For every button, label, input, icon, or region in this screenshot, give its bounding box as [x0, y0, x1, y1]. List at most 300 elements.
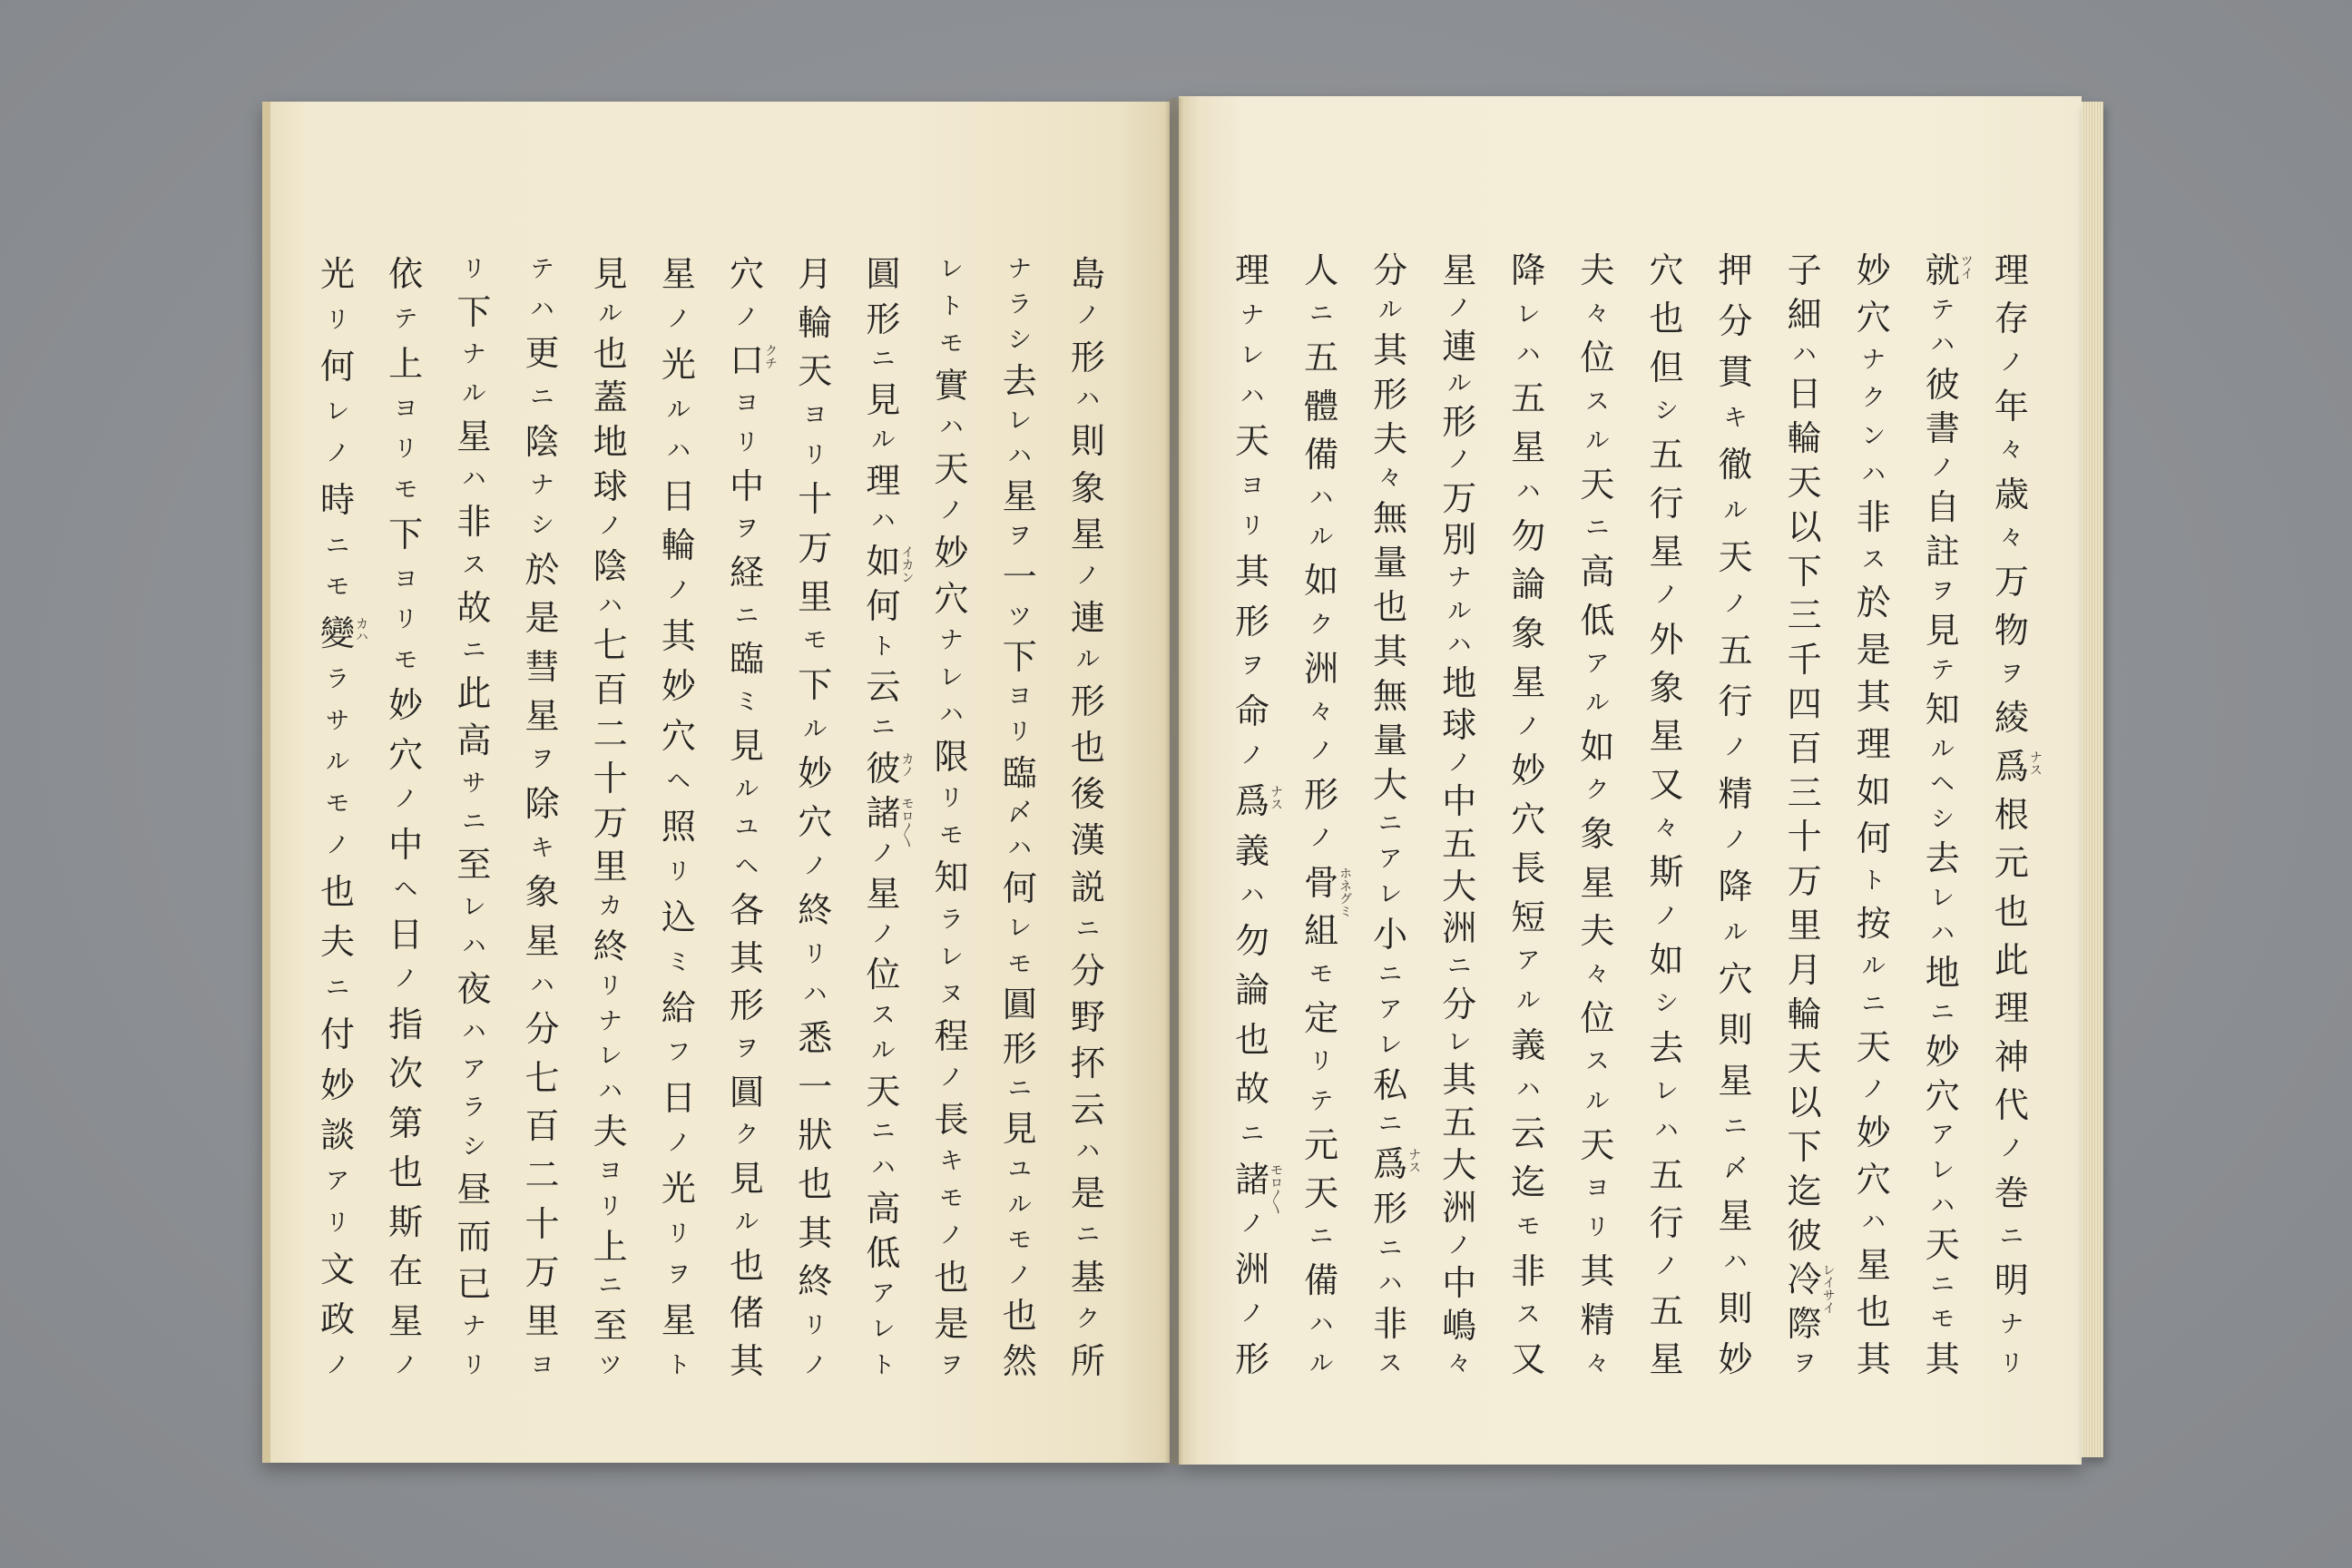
glyph: ハ — [1240, 382, 1264, 410]
glyph: 星 — [1070, 514, 1105, 554]
glyph: 知 — [1925, 690, 1960, 730]
glyph: 基 — [1070, 1257, 1105, 1298]
glyph: 万 — [524, 1252, 560, 1293]
glyph: 々 — [1309, 698, 1334, 726]
glyph: ハ — [1309, 1310, 1334, 1338]
glyph: 是 — [934, 1303, 969, 1344]
glyph: ノ — [1654, 1253, 1679, 1281]
glyph: 所 — [1070, 1340, 1105, 1381]
glyph: 此 — [456, 673, 492, 714]
glyph: 元 — [1304, 1124, 1339, 1165]
glyph: ヘ — [394, 876, 418, 903]
glyph: ヲ — [1007, 523, 1032, 551]
glyph: ニ — [1930, 1270, 1955, 1298]
glyph: 低 — [1580, 600, 1615, 641]
glyph: 付 — [319, 1014, 355, 1054]
glyph: ハ — [1930, 919, 1955, 947]
glyph: リ — [735, 428, 760, 456]
glyph: 七 — [524, 1057, 560, 1098]
glyph: 輪 — [1787, 418, 1822, 459]
glyph: 則 — [1070, 421, 1105, 462]
glyph: ヲ — [530, 746, 554, 774]
glyph: 万 — [593, 802, 628, 843]
glyph: 天 — [866, 1071, 901, 1112]
glyph: ハ — [1240, 882, 1264, 910]
glyph: ニ — [1075, 1221, 1100, 1250]
glyph: 十 — [1787, 817, 1822, 858]
glyph: 云 — [1511, 1113, 1546, 1154]
glyph: リ — [666, 858, 691, 886]
glyph: リ — [598, 972, 622, 1000]
text-column — [1992, 250, 2043, 1377]
glyph: 文 — [319, 1249, 355, 1289]
glyph: 給 — [661, 987, 696, 1028]
glyph: 臨 — [730, 639, 765, 680]
glyph: リ — [1999, 1349, 2024, 1377]
text-column — [386, 256, 426, 1379]
glyph: 蓋 — [593, 377, 628, 418]
glyph: ハ — [1930, 1191, 1955, 1220]
page-edge-stack — [2082, 102, 2103, 1457]
glyph: 而 — [456, 1217, 492, 1258]
glyph: 物 — [1994, 610, 2029, 651]
glyph: ノ — [1075, 302, 1100, 330]
glyph: 天 — [1856, 1027, 1891, 1067]
glyph: レ — [462, 894, 486, 922]
glyph: ア — [1585, 650, 1610, 678]
glyph: 万 — [1442, 477, 1477, 518]
glyph: 妙 — [319, 1064, 355, 1105]
glyph: リ — [325, 306, 349, 334]
glyph: ノ — [1861, 1076, 1886, 1103]
glyph: 形 — [1070, 681, 1105, 722]
glyph: ア — [871, 1279, 896, 1308]
text-column — [1370, 250, 1422, 1377]
glyph: 精 — [1718, 773, 1753, 814]
glyph: 形 — [1304, 775, 1339, 816]
glyph: 連 — [1442, 326, 1477, 367]
glyph: ト — [666, 1351, 691, 1379]
glyph: ル — [1516, 987, 1541, 1014]
glyph: 形 — [1002, 1029, 1037, 1070]
glyph: 星 — [524, 920, 560, 961]
glyph: ン — [1861, 423, 1886, 450]
glyph: 万 — [798, 527, 833, 568]
glyph: 其 — [1856, 1339, 1891, 1379]
glyph: ノ — [598, 512, 622, 540]
glyph: 中 — [730, 466, 765, 506]
glyph: 穴 — [730, 254, 765, 294]
glyph: 地 — [593, 422, 628, 463]
glyph: 輪 — [661, 525, 696, 566]
glyph: 無 — [1373, 675, 1408, 716]
glyph: 備 — [1304, 1260, 1339, 1301]
glyph: 妙 — [1856, 1112, 1891, 1152]
glyph: ル — [1447, 370, 1472, 398]
glyph: ル — [1075, 645, 1100, 673]
glyph: 元 — [1994, 843, 2029, 884]
glyph: リ — [666, 1220, 691, 1249]
glyph: 也 — [1856, 1292, 1891, 1332]
glyph: 悉 — [798, 1018, 833, 1059]
text-column — [1439, 252, 1479, 1377]
glyph: 百 — [593, 670, 628, 710]
glyph: ニ — [1378, 1235, 1403, 1262]
glyph: 云 — [866, 667, 901, 708]
glyph: 経 — [730, 553, 765, 593]
glyph: ハ — [1075, 386, 1100, 414]
glyph: リ — [803, 441, 828, 469]
glyph: レ — [939, 664, 964, 692]
glyph: 神 — [1994, 1036, 2029, 1077]
glyph: ナ — [530, 472, 554, 500]
glyph: ア — [1378, 995, 1403, 1024]
glyph: ト — [871, 632, 896, 661]
glyph: 云 — [1070, 1090, 1105, 1131]
glyph: 何 — [1002, 868, 1037, 909]
glyph: 星 — [1718, 1195, 1753, 1236]
glyph: ノ — [325, 1352, 349, 1379]
glyph: 象 — [524, 872, 560, 913]
glyph: ハ — [1516, 340, 1541, 368]
glyph: ル — [1585, 689, 1610, 717]
glyph: 十 — [798, 479, 833, 520]
glyph: リ — [803, 940, 828, 968]
glyph: 也 — [1994, 891, 2029, 932]
glyph: 分 — [524, 1009, 560, 1050]
text-column — [591, 256, 631, 1379]
glyph: 無 — [1373, 498, 1408, 539]
glyph: ノ — [735, 303, 760, 331]
glyph: シ — [1007, 327, 1032, 355]
glyph: 大 — [1442, 866, 1477, 906]
glyph: 々 — [1585, 1349, 1610, 1377]
glyph: ノ — [1447, 294, 1472, 322]
glyph: 々 — [1447, 1349, 1472, 1377]
glyph: 圓 — [1002, 984, 1037, 1024]
glyph: 々 — [1585, 300, 1610, 328]
glyph: 註 — [1925, 531, 1960, 572]
furigana: カハ — [354, 617, 368, 642]
glyph: 是 — [1070, 1173, 1105, 1214]
glyph: 理 — [1856, 724, 1891, 764]
glyph: ノ — [1240, 742, 1264, 770]
glyph: 圓 — [730, 1072, 765, 1112]
glyph: 夜 — [456, 968, 492, 1009]
glyph: 星 — [456, 416, 492, 456]
glyph: 圓 — [866, 254, 901, 294]
glyph: 彗 — [524, 646, 560, 687]
glyph: ノ — [666, 305, 691, 333]
glyph: 星 — [1649, 1338, 1684, 1379]
glyph: ク — [1585, 777, 1610, 805]
glyph: 星 — [866, 874, 901, 915]
glyph: 星 — [1856, 1245, 1891, 1285]
glyph: ル — [1309, 1349, 1334, 1377]
glyph: ナ — [1999, 1310, 2024, 1338]
glyph: 島 — [1070, 254, 1105, 294]
glyph: 込 — [661, 897, 696, 937]
glyph: 口 クチ — [730, 340, 779, 381]
glyph: モ — [1930, 1306, 1955, 1334]
glyph: 形 — [1373, 1189, 1408, 1230]
glyph: 其 — [730, 937, 765, 978]
glyph: レ — [939, 943, 964, 971]
glyph: ノ — [1516, 712, 1541, 740]
text-column — [1068, 256, 1108, 1379]
glyph: 狀 — [798, 1115, 833, 1156]
text-column — [1854, 252, 1894, 1377]
glyph: 何 — [319, 346, 355, 387]
glyph: 又 — [1649, 764, 1684, 805]
glyph: 也 — [934, 1257, 969, 1298]
glyph: ル — [462, 379, 486, 407]
glyph: ノ — [1999, 1135, 2024, 1163]
glyph: モ — [939, 330, 964, 358]
glyph: ハ — [1007, 835, 1032, 863]
glyph: 分 — [1070, 950, 1105, 991]
glyph: 妙 — [661, 666, 696, 707]
glyph: 迄 — [1511, 1162, 1546, 1202]
glyph: 理 — [866, 460, 901, 501]
glyph: モ — [1007, 1227, 1032, 1255]
glyph: 其 — [1925, 1338, 1960, 1379]
glyph: レ — [1378, 881, 1403, 909]
glyph: 以 — [1787, 506, 1822, 547]
glyph: テ — [394, 305, 418, 333]
glyph: ハ — [1516, 477, 1541, 505]
glyph: 洲 — [1442, 1187, 1477, 1228]
glyph: 代 — [1994, 1084, 2029, 1125]
glyph: 去 — [1002, 360, 1037, 401]
glyph: ニ — [1378, 1111, 1403, 1139]
glyph: リ — [598, 1192, 622, 1220]
glyph: ノ — [871, 920, 896, 948]
furigana: レイサイ — [1820, 1263, 1836, 1315]
glyph: ク — [1075, 1305, 1100, 1333]
glyph: ヨ — [1585, 1174, 1610, 1202]
glyph: ヨ — [1007, 683, 1032, 711]
glyph: ノ — [1447, 750, 1472, 778]
glyph: 也 — [388, 1152, 424, 1192]
glyph: ニ — [598, 1272, 622, 1300]
glyph: 星 — [1442, 250, 1477, 290]
glyph: ノ — [1930, 454, 1955, 482]
glyph: ハ — [939, 414, 964, 442]
glyph: ノ — [1723, 826, 1748, 854]
glyph: シ — [530, 511, 554, 539]
glyph: 變 カハ — [319, 613, 368, 653]
glyph: ア — [462, 1056, 486, 1084]
glyph: 月 — [1787, 949, 1822, 990]
glyph: ル — [1723, 497, 1748, 525]
glyph: ヨ — [735, 390, 760, 418]
glyph: ニ — [530, 383, 554, 411]
glyph: 形 — [1234, 601, 1269, 642]
glyph: 其 — [1856, 677, 1891, 717]
glyph: ニ — [1723, 1113, 1748, 1142]
glyph: ハ — [462, 466, 486, 494]
glyph: 何 — [866, 586, 901, 627]
glyph: 又 — [1511, 1339, 1546, 1379]
glyph: 形 — [1234, 1338, 1269, 1379]
glyph: ハ — [598, 592, 622, 620]
text-column — [795, 256, 835, 1379]
glyph: ハ — [666, 436, 691, 465]
glyph: レ — [325, 398, 349, 426]
glyph: リ — [1309, 1048, 1334, 1076]
glyph: 下 — [1787, 551, 1822, 592]
glyph: レ — [1654, 1077, 1679, 1105]
glyph: 勿 — [1234, 920, 1269, 961]
glyph: 別 — [1442, 520, 1477, 561]
glyph: ニ — [871, 1118, 896, 1146]
glyph: ノ — [1999, 348, 2024, 377]
glyph: 彼 カノ — [866, 748, 915, 789]
glyph: モ — [803, 627, 828, 655]
glyph: ア — [325, 1168, 349, 1195]
glyph: 見 — [1002, 1109, 1037, 1150]
glyph: ナ — [1007, 256, 1032, 283]
glyph: ハ — [1007, 443, 1032, 471]
glyph: レ — [1930, 1156, 1955, 1184]
glyph: 夫 — [319, 922, 355, 963]
glyph: リ — [462, 256, 486, 283]
glyph: 穴 — [798, 801, 833, 842]
glyph: ナ — [462, 1313, 486, 1341]
glyph: 行 — [1718, 681, 1753, 721]
glyph: 百 — [524, 1106, 560, 1147]
glyph: 天 — [1925, 1225, 1960, 1266]
glyph: 第 — [388, 1102, 424, 1143]
glyph: ナ — [939, 627, 964, 655]
glyph: 行 — [1649, 483, 1684, 524]
glyph: ノ — [939, 1221, 964, 1250]
furigana: ナス — [2027, 750, 2043, 776]
glyph: 光 — [661, 1169, 696, 1210]
glyph: 組 — [1304, 910, 1339, 951]
furigana: ナス — [1406, 1148, 1422, 1174]
glyph: 々 — [1999, 524, 2024, 552]
glyph: ヲ — [939, 1351, 964, 1379]
glyph: レ — [1240, 342, 1264, 370]
glyph: 々 — [1378, 465, 1403, 493]
glyph: 也 — [319, 871, 355, 912]
glyph: 五 — [1718, 630, 1753, 671]
glyph: レ — [871, 1316, 896, 1344]
glyph: フ — [666, 1039, 691, 1067]
glyph: 去 — [1649, 1027, 1684, 1068]
glyph: 故 — [1234, 1069, 1269, 1110]
glyph: ヲ — [1792, 1349, 1817, 1377]
glyph: 如 — [1649, 939, 1684, 980]
text-column — [659, 256, 699, 1379]
glyph: 穴 — [1649, 250, 1684, 290]
glyph: 見 — [1925, 611, 1960, 652]
glyph: 然 — [1002, 1340, 1037, 1381]
glyph: ハ — [1723, 1248, 1748, 1276]
glyph: ニ — [1378, 810, 1403, 838]
glyph: 低 — [866, 1233, 901, 1274]
glyph: ミ — [666, 948, 691, 976]
glyph: ル — [1309, 524, 1334, 552]
glyph: ア — [1378, 846, 1403, 874]
glyph: ヌ — [939, 980, 964, 1008]
glyph: 説 — [1070, 867, 1105, 907]
glyph: 其 — [1373, 329, 1408, 370]
glyph: ユ — [1007, 1155, 1032, 1183]
glyph: 斯 — [388, 1201, 424, 1242]
glyph: キ — [530, 834, 554, 862]
glyph: ス — [1516, 1301, 1541, 1329]
glyph: 限 — [934, 737, 969, 778]
glyph: 象 — [1511, 613, 1546, 653]
glyph: 千 — [1787, 640, 1822, 681]
glyph: ニ — [1378, 960, 1403, 988]
glyph: 子 — [1787, 250, 1822, 290]
glyph: 小 — [1373, 915, 1408, 955]
glyph: ニ — [1999, 1222, 2024, 1250]
glyph: 爲 ナス — [1234, 780, 1283, 821]
glyph: リ — [939, 785, 964, 813]
glyph: ノ — [394, 965, 418, 993]
glyph: 位 — [1580, 998, 1615, 1039]
glyph: レ — [1516, 300, 1541, 328]
glyph: 地 — [1925, 953, 1960, 994]
glyph: 斯 — [1649, 852, 1684, 893]
furigana: ツイ — [1958, 254, 1974, 279]
glyph: ハ — [1447, 631, 1472, 659]
glyph: ヨ — [394, 565, 418, 593]
text-column — [1232, 250, 1283, 1379]
glyph: ミ — [735, 689, 760, 717]
glyph: 照 — [661, 806, 696, 847]
glyph: ハ — [598, 1078, 622, 1106]
glyph: 天 — [1718, 537, 1753, 578]
glyph: 彼 — [1925, 364, 1960, 405]
glyph: 下 — [798, 664, 833, 705]
glyph: 此 — [1994, 939, 2029, 980]
glyph: 象 — [1070, 467, 1105, 508]
glyph: リ — [325, 1209, 349, 1237]
glyph: 臨 — [1002, 752, 1037, 793]
glyph: ニ — [1861, 991, 1886, 1018]
glyph: 昼 — [456, 1169, 492, 1210]
glyph: 形 — [730, 985, 765, 1026]
glyph: ナ — [1447, 564, 1472, 593]
furigana: クチ — [763, 344, 779, 370]
glyph: ト — [939, 293, 964, 321]
glyph: ハ — [1861, 1209, 1886, 1236]
glyph: リ — [1007, 719, 1032, 747]
glyph: レ — [598, 1043, 622, 1071]
glyph: ト — [1861, 867, 1886, 895]
glyph: ノ — [1075, 562, 1100, 590]
glyph: 天 — [1580, 1124, 1615, 1165]
glyph: ノ — [666, 577, 691, 605]
glyph: 象 — [1580, 814, 1615, 855]
glyph: ハ — [939, 701, 964, 730]
glyph: 天 — [1580, 464, 1615, 505]
glyph: 穴 — [661, 716, 696, 757]
glyph: サ — [462, 769, 486, 798]
glyph: 高 — [866, 1188, 901, 1229]
glyph: 巻 — [1994, 1172, 2029, 1213]
glyph: 高 — [1580, 552, 1615, 593]
glyph: 位 — [1580, 338, 1615, 378]
glyph: 歳 — [1994, 474, 2029, 514]
glyph: 在 — [388, 1251, 424, 1291]
